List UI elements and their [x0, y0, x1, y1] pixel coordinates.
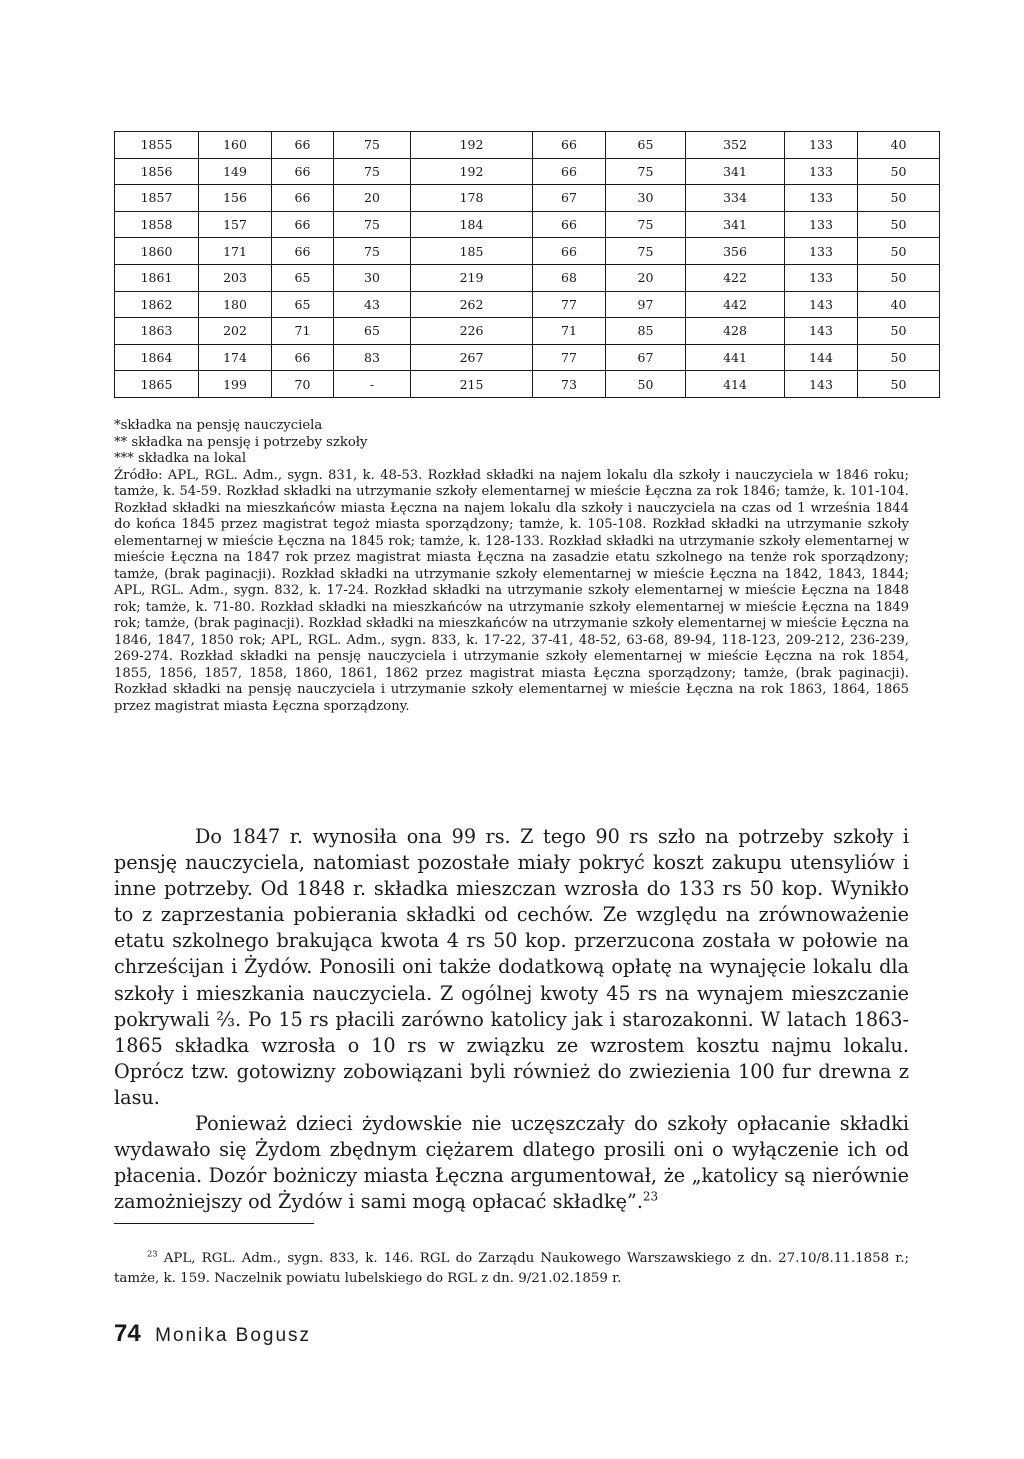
paragraph-1: Do 1847 r. wynosiła ona 99 rs. Z tego 90 rs szło na potrzeby szkoły i pensję nauczyciela, natomiast pozostałe miały pokryć koszt zakupu utensyliów i inne potrzeby. Od 1848 r. składka mieszczan wzrosła do 133 rs 50 kop. Wynikło to z zaprzestania pobierania składki od cechów. Ze względu na zrównoważenie etatu szkolnego brakująca kwota 4 rs 50 kop. przerzucona została w połowie na chrześcijan i Żydów. Ponosili oni także dodatkową opłatę na wynajęcie lokalu dla szkoły i mieszkania nauczyciela. Z ogólnej kwoty 45 rs na wynajem mieszczanie pokrywali ⅔. Po 15 rs płacili zarówno katolicy jak i starozakonni. W latach 1863-1865 składka wzrosła o 10 rs w związku ze wzrostem kosztu najmu lokalu. Oprócz tzw. gotowizny zobowiązani byli również do zwiezienia 100 fur drewna z lasu. [114, 825, 909, 1109]
paragraph-2 [114, 1111, 909, 1215]
table-notes [114, 418, 909, 715]
source-note: Źródło: APL, RGL. Adm., sygn. 831, k. 48-53. Rozkład składki na najem lokalu dla szkoły i nauczyciela w 1846 roku; tamże, k. 54-59. Rozkład składki na utrzymanie szkoły elementarnej w mieście Łęczna za rok 1846; tamże, k. 101-104. Rozkład składki na mieszkańców miasta Łęczna na najem lokalu dla szkoły i nauczyciela na czas od 1 września 1844 do końca 1845 przez magistrat tegoż miasta sporządzony; tamże, k. 105-108. Rozkład składki na utrzymanie szkoły elementarnej w mieście Łęczna na 1845 rok; tamże, k. 128-133. Rozkład składki na utrzymanie szkoły elementarnej w mieście Łęczna na 1847 rok przez magistrat miasta Łęczna na zasadzie etatu szkolnego na tenże rok sporządzony; tamże, (brak paginacji). Rozkład składki na utrzymanie szkoły elementarnej w mieście Łęczna na 1842, 1843, 1844; APL, RGL. Adm., sygn. 832, k. 17-24. Rozkład składki na utrzymanie szkoły elementarnej w mieście Łęczna na 1848 rok; tamże, k. 71-80. Rozkład składki na mieszkańców na utrzymanie szkoły elementarnej w mieście Łęczna na 1849 rok; tamże, (brak paginacji). Rozkład składki na mieszkańców na utrzymanie szkoły elementarnej w mieście Łęczna na 1846, 1847, 1850 rok; APL, RGL. Adm., sygn. 833, k. 17-22, 37-41, 48-52, 63-68, 89-94, 118-123, 209-212, 236-239, 269-274. Rozkład składki na pensję nauczyciela i utrzymanie szkoły elementarnej w mieście Łęczna na rok 1854, 1855, 1856, 1857, 1858, 1860, 1861, 1862 przez magistrat miasta Łęczna sporządzony; tamże, (brak paginacji). Rozkład składki na pensję nauczyciela i utrzymanie szkoły elementarnej w mieście Łęczna na rok 1863, 1864, 1865 przez magistrat miasta Łęczna sporządzony. [114, 467, 909, 714]
table-cell: 185 [411, 238, 533, 265]
table-cell: 20 [334, 185, 411, 212]
table-cell: 157 [199, 211, 272, 238]
table-cell: 68 [533, 264, 606, 291]
table-cell: 192 [411, 158, 533, 185]
table-cell: 352 [686, 132, 785, 159]
table-cell: - [334, 371, 411, 398]
table-cell: 66 [533, 211, 606, 238]
table-cell: 428 [686, 318, 785, 345]
table-cell: 75 [334, 211, 411, 238]
table-cell: 171 [199, 238, 272, 265]
table-row [115, 264, 940, 291]
table-cell: 71 [533, 318, 606, 345]
table-cell: 43 [334, 291, 411, 318]
table-cell: 133 [785, 211, 858, 238]
table-cell: 71 [272, 318, 334, 345]
main-text [114, 824, 909, 1215]
table-cell: 143 [785, 291, 858, 318]
table-row [115, 211, 940, 238]
table-cell: 334 [686, 185, 785, 212]
table-cell: 75 [606, 238, 686, 265]
table-body [115, 132, 940, 398]
table-cell: 1861 [115, 264, 199, 291]
table-cell: 50 [858, 211, 940, 238]
footnote-text: APL, RGL. Adm., sygn. 833, k. 146. RGL do Zarządu Naukowego Warszawskiego z dn. 27.10/8.11.1858 r.; tamże, k. 159. Naczelnik powiatu lubelskiego do RGL z dn. 9/21.02.1859 r. [114, 1251, 909, 1287]
note-premises: *** składka na lokal [114, 451, 247, 466]
page-number: 74 [114, 1320, 141, 1347]
page-footer [114, 1320, 311, 1348]
table-cell: 50 [858, 264, 940, 291]
table-cell: 50 [858, 185, 940, 212]
table-row [115, 185, 940, 212]
table-cell: 75 [606, 211, 686, 238]
table-cell: 66 [272, 211, 334, 238]
table-cell: 442 [686, 291, 785, 318]
table-cell: 1857 [115, 185, 199, 212]
table-cell: 133 [785, 158, 858, 185]
table-row [115, 371, 940, 398]
table-row [115, 238, 940, 265]
table-cell: 149 [199, 158, 272, 185]
table-cell: 75 [334, 158, 411, 185]
table-cell: 40 [858, 291, 940, 318]
table-cell: 199 [199, 371, 272, 398]
table-cell: 341 [686, 211, 785, 238]
table-cell: 67 [533, 185, 606, 212]
table-cell: 203 [199, 264, 272, 291]
table-cell: 50 [858, 158, 940, 185]
paragraph-2-text: Ponieważ dzieci żydowskie nie uczęszczały do szkoły opłacanie składki wydawało się Żydom zbędnym ciężarem dlatego prosili oni o wyłączenie ich od płacenia. Dozór bożniczy miasta Łęczna argumentował, że „katolicy są nierównie zamożniejszy od Żydów i sami mogą opłacać składkę”. [114, 1112, 909, 1214]
table-cell: 67 [606, 344, 686, 371]
table-cell: 83 [334, 344, 411, 371]
table-cell: 174 [199, 344, 272, 371]
table-cell: 133 [785, 132, 858, 159]
footnote-separator [114, 1223, 314, 1224]
table-cell: 50 [858, 344, 940, 371]
table-cell: 65 [606, 132, 686, 159]
table-cell: 75 [334, 238, 411, 265]
data-table [114, 131, 940, 398]
table-cell: 143 [785, 318, 858, 345]
table-cell: 422 [686, 264, 785, 291]
table-cell: 1862 [115, 291, 199, 318]
table-cell: 97 [606, 291, 686, 318]
table-cell: 65 [334, 318, 411, 345]
table-row [115, 318, 940, 345]
table-cell: 267 [411, 344, 533, 371]
note-teacher-salary: *składka na pensję nauczyciela [114, 418, 323, 433]
author-name: Monika Bogusz [155, 1325, 312, 1346]
table-cell: 65 [272, 264, 334, 291]
table-cell: 226 [411, 318, 533, 345]
footnote-ref: 23 [642, 1189, 659, 1204]
table-cell: 180 [199, 291, 272, 318]
table-cell: 66 [533, 158, 606, 185]
table-cell: 1858 [115, 211, 199, 238]
footnote [114, 1249, 909, 1289]
table-cell: 50 [858, 238, 940, 265]
table-row [115, 132, 940, 159]
table-cell: 133 [785, 238, 858, 265]
table-cell: 65 [272, 291, 334, 318]
table-cell: 66 [272, 158, 334, 185]
table-cell: 143 [785, 371, 858, 398]
table-row [115, 291, 940, 318]
table-cell: 156 [199, 185, 272, 212]
table-cell: 30 [334, 264, 411, 291]
table-cell: 262 [411, 291, 533, 318]
table-cell: 77 [533, 291, 606, 318]
table-cell: 178 [411, 185, 533, 212]
table-cell: 144 [785, 344, 858, 371]
table-row [115, 158, 940, 185]
table-cell: 50 [606, 371, 686, 398]
table-cell: 20 [606, 264, 686, 291]
table-row [115, 344, 940, 371]
table-cell: 441 [686, 344, 785, 371]
table-cell: 85 [606, 318, 686, 345]
table-cell: 1865 [115, 371, 199, 398]
table-cell: 1856 [115, 158, 199, 185]
table-cell: 219 [411, 264, 533, 291]
table-cell: 66 [272, 344, 334, 371]
table-cell: 1864 [115, 344, 199, 371]
table-cell: 1855 [115, 132, 199, 159]
table-cell: 1863 [115, 318, 199, 345]
table-cell: 73 [533, 371, 606, 398]
table-cell: 75 [334, 132, 411, 159]
table-cell: 160 [199, 132, 272, 159]
table-cell: 1860 [115, 238, 199, 265]
table-cell: 66 [533, 238, 606, 265]
table-cell: 66 [272, 238, 334, 265]
table-cell: 50 [858, 371, 940, 398]
footnote-number: 23 [147, 1248, 158, 1259]
table-cell: 30 [606, 185, 686, 212]
table-cell: 133 [785, 264, 858, 291]
table-cell: 414 [686, 371, 785, 398]
table-cell: 66 [533, 132, 606, 159]
table-cell: 184 [411, 211, 533, 238]
table-cell: 70 [272, 371, 334, 398]
table-cell: 40 [858, 132, 940, 159]
table-cell: 133 [785, 185, 858, 212]
note-salary-and-school: ** składka na pensję i potrzeby szkoły [114, 434, 368, 450]
table-cell: 50 [858, 318, 940, 345]
table-cell: 215 [411, 371, 533, 398]
table-cell: 75 [606, 158, 686, 185]
table-cell: 77 [533, 344, 606, 371]
table-cell: 202 [199, 318, 272, 345]
table-cell: 66 [272, 132, 334, 159]
table-cell: 192 [411, 132, 533, 159]
table-cell: 341 [686, 158, 785, 185]
table-cell: 66 [272, 185, 334, 212]
table-cell: 356 [686, 238, 785, 265]
